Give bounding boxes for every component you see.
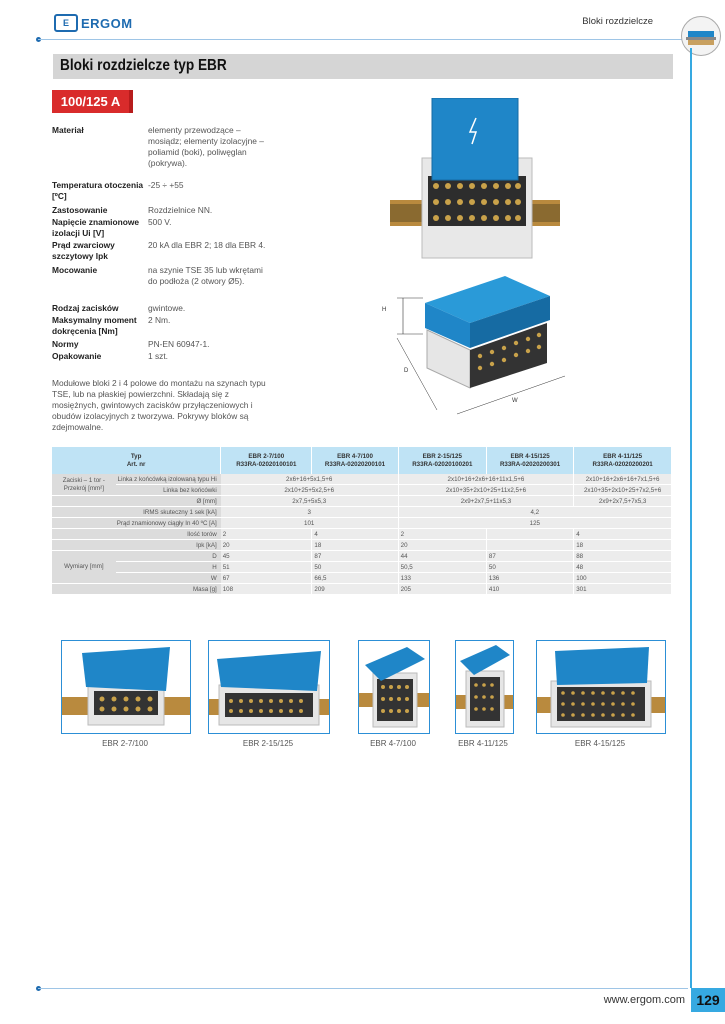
logo-mark-icon: E xyxy=(54,14,78,32)
row-label: Masa [g] xyxy=(52,584,221,595)
table-cell: 2x10+25+5x2,5+6 xyxy=(221,485,398,496)
table-row xyxy=(52,474,672,485)
dimension-h-label: H xyxy=(382,307,387,313)
spec-row xyxy=(52,217,272,240)
table-cell: 2 xyxy=(398,529,486,540)
table-row xyxy=(52,584,672,595)
row-label: Ilość torów xyxy=(52,529,221,540)
row-label: Ø [mm] xyxy=(52,496,221,507)
spec-row xyxy=(52,351,272,363)
table-row xyxy=(52,507,672,518)
spec-key: Prąd zwarciowy szczytowy Ipk xyxy=(52,240,115,261)
table-cell: 410 xyxy=(486,584,573,595)
table-cell: 4 xyxy=(574,529,672,540)
product-image-ebr-2-15-125 xyxy=(208,640,330,734)
table-cell: 67 xyxy=(221,573,312,584)
spec-key: Opakowanie xyxy=(52,351,102,361)
column-type: EBR 4-15/125 xyxy=(510,452,550,460)
table-cell: 18 xyxy=(312,540,398,551)
table-header-row xyxy=(52,447,672,474)
table-row xyxy=(52,496,672,507)
table-cell: 2x7,5+5x5,3 xyxy=(221,496,398,507)
rating-badge: 100/125 A xyxy=(52,90,133,113)
table-cell: 209 xyxy=(312,584,398,595)
table-cell: 125 xyxy=(398,518,671,529)
product-image-ebr-4-11-125 xyxy=(455,640,514,734)
header-type-label: Typ xyxy=(130,452,142,460)
product-caption: EBR 4-7/100 xyxy=(370,739,416,748)
product-image-ebr-2-7-100 xyxy=(61,640,191,734)
spec-value: 20 kA dla EBR 2; 18 dla EBR 4. xyxy=(148,240,266,250)
corner-product-thumbnail xyxy=(681,16,721,56)
table-cell: 2x9+2x7,5+11x5,3 xyxy=(398,496,574,507)
table-row xyxy=(52,485,672,496)
product-caption: EBR 2-15/125 xyxy=(242,739,294,748)
table-cell: 50,5 xyxy=(398,562,486,573)
logo-text: ERGOM xyxy=(81,15,133,31)
table-cell: 2x6+16+5x1,5+6 xyxy=(221,474,398,485)
spec-key: Napięcie znamionowe izolacji Ui [V] xyxy=(52,217,140,238)
spec-value: 1 szt. xyxy=(148,351,169,361)
spec-value: gwintowe. xyxy=(148,303,186,313)
spec-row xyxy=(52,265,272,303)
section-name: Bloki rozdzielcze xyxy=(582,16,653,27)
spec-key: Rodzaj zacisków xyxy=(52,303,119,313)
table-cell: 101 xyxy=(221,518,398,529)
table-cell: 88 xyxy=(574,551,672,562)
product-image-ebr-4-15-125 xyxy=(536,640,666,734)
column-type: EBR 4-7/100 xyxy=(337,452,373,460)
ergom-logo xyxy=(54,14,133,32)
column-header xyxy=(574,447,672,474)
table-cell: 2x9+2x7,5+7x5,3 xyxy=(574,496,672,507)
table-cell: 66,5 xyxy=(312,573,398,584)
column-art: R33RA-02020100101 xyxy=(236,460,297,468)
column-header xyxy=(221,447,312,474)
group-dims-label: Wymiary [mm] xyxy=(52,551,116,584)
table-row xyxy=(52,529,672,540)
table-cell: 50 xyxy=(486,562,573,573)
table-cell xyxy=(486,529,573,540)
column-header xyxy=(312,447,398,474)
table-cell: 205 xyxy=(398,584,486,595)
spec-value: 500 V. xyxy=(148,217,172,227)
header-divider xyxy=(38,39,688,40)
column-type: EBR 2-7/100 xyxy=(248,452,285,460)
column-art: R33RA-02020200101 xyxy=(324,460,386,468)
dimension-d-label: D xyxy=(404,368,409,374)
column-art: R33RA-02020200301 xyxy=(499,460,561,468)
table-cell: 2x10+16+2x6+16+11x1,5+6 xyxy=(398,474,574,485)
product-description: Modułowe bloki 2 i 4 polowe do montażu na szynach typu TSE, lub na płaskiej powierzchni. Składają się z mosiężnych, gwintowych zacisków przyłączeniowych i obudów izolacyjnych z tworzywa. Pokrywy bloków są zdejmowalne. xyxy=(52,378,266,432)
spec-row xyxy=(52,303,272,315)
table-row xyxy=(52,573,672,584)
spec-value: -25 ÷ +55 xyxy=(148,180,184,190)
table-cell: 87 xyxy=(312,551,398,562)
product-caption: EBR 4-11/125 xyxy=(458,739,508,748)
header-type xyxy=(52,447,221,474)
table-cell: 108 xyxy=(221,584,312,595)
table-cell: 18 xyxy=(574,540,672,551)
table-cell: 301 xyxy=(574,584,672,595)
spec-key: Maksymalny moment dokręcenia [Nm] xyxy=(52,315,137,336)
spec-key: Materiał xyxy=(52,125,84,135)
table-row xyxy=(52,540,672,551)
product-image-ebr-4-7-100 xyxy=(358,640,430,734)
table-row xyxy=(52,551,672,562)
spec-row xyxy=(52,240,272,265)
page-edge-line xyxy=(690,48,692,988)
footer-url[interactable]: www.ergom.com xyxy=(603,994,685,1006)
table-cell: 4 xyxy=(312,529,398,540)
product-photo-top xyxy=(390,98,560,268)
column-art: R33RA-02020200201 xyxy=(592,460,653,468)
header-art-label: Art. nr xyxy=(126,460,146,468)
row-label: Linka bez końcówki xyxy=(116,485,221,496)
page-number: 129 xyxy=(691,988,725,1012)
row-label: Ipk [kA] xyxy=(52,540,221,551)
spec-table xyxy=(52,447,672,595)
table-cell: 133 xyxy=(398,573,486,584)
column-header xyxy=(486,447,573,474)
table-cell: 20 xyxy=(398,540,486,551)
group-clamps-label: Zaciski – 1 tor - Przekrój [mm²] xyxy=(52,474,116,496)
column-type: EBR 4-11/125 xyxy=(603,452,643,460)
spec-key: Normy xyxy=(52,339,79,349)
spec-row xyxy=(52,339,272,351)
table-row xyxy=(52,562,672,573)
column-art: R33RA-02020100201 xyxy=(412,460,473,468)
spec-row xyxy=(52,180,272,205)
spec-row xyxy=(52,205,272,217)
column-header xyxy=(398,447,486,474)
spec-value: 2 Nm. xyxy=(148,315,171,325)
row-label: Prąd znamionowy ciągły In 40 ºC [A] xyxy=(52,518,221,529)
table-cell: 100 xyxy=(574,573,672,584)
table-cell: 2x10+35+2x10+25+7x2,5+6 xyxy=(574,485,672,496)
spec-key: Zastosowanie xyxy=(52,205,108,215)
row-label: Linka z końcówką izolowaną typu Hi xyxy=(116,474,221,485)
table-cell: 48 xyxy=(574,562,672,573)
table-cell: 50 xyxy=(312,562,398,573)
table-cell: 3 xyxy=(221,507,398,518)
spec-row xyxy=(52,125,272,180)
dimension-w-label: W xyxy=(512,398,518,404)
table-cell: 20 xyxy=(221,540,312,551)
row-label: D xyxy=(116,551,221,562)
column-type: EBR 2-15/125 xyxy=(422,452,462,460)
table-cell: 2x10+35+2x10+25+11x2,5+6 xyxy=(398,485,574,496)
table-cell: 45 xyxy=(221,551,312,562)
spec-key: Temperatura otoczenia [ºC] xyxy=(52,180,144,201)
spec-key: Mocowanie xyxy=(52,265,98,275)
table-cell: 2 xyxy=(221,529,312,540)
table-row xyxy=(52,518,672,529)
row-label: IRMS skuteczny 1 sek [kA] xyxy=(52,507,221,518)
table-cell xyxy=(486,540,573,551)
spec-value: elementy przewodzące – mosiądz; elementy izolacyjne – poliamid (boki), poliwęglan (pokrywa). xyxy=(148,125,264,168)
spec-value: PN-EN 60947-1. xyxy=(148,339,210,349)
table-cell: 4,2 xyxy=(398,507,671,518)
product-caption: EBR 4-15/125 xyxy=(574,739,626,748)
table-cell: 87 xyxy=(486,551,573,562)
row-label: W xyxy=(116,573,221,584)
page-title: Bloki rozdzielcze typ EBR xyxy=(60,57,227,74)
table-cell: 136 xyxy=(486,573,573,584)
table-cell: 44 xyxy=(398,551,486,562)
product-caption: EBR 2-7/100 xyxy=(102,739,148,748)
spec-row xyxy=(52,315,272,339)
spec-value: na szynie TSE 35 lub wkrętami do podłoża (2 otwory Ø5). xyxy=(148,265,263,286)
spec-value: Rozdzielnice NN. xyxy=(148,205,213,215)
dimension-drawing xyxy=(375,268,580,418)
row-label: H xyxy=(116,562,221,573)
table-cell: 51 xyxy=(221,562,312,573)
spec-list xyxy=(52,125,272,363)
footer-divider xyxy=(38,988,688,989)
table-cell: 2x10+16+2x6+16+7x1,5+6 xyxy=(574,474,672,485)
